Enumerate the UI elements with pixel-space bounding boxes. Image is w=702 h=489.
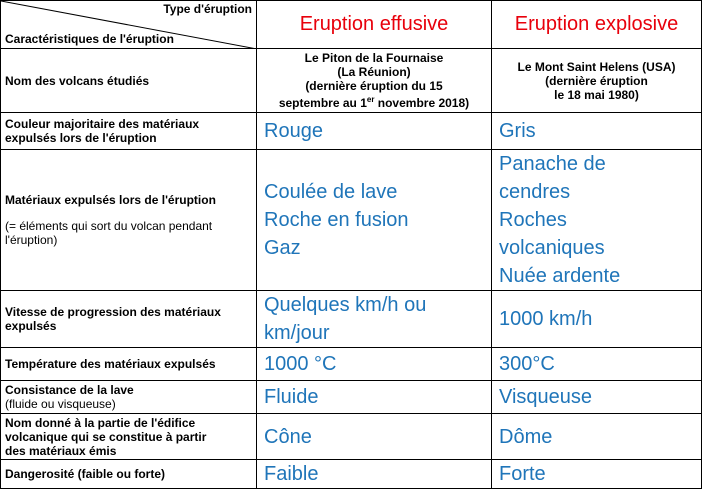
consistance-effusive: Fluide (257, 381, 492, 414)
table-row (1, 348, 702, 381)
volcano-effusive-text: novembre 2018) (374, 96, 470, 110)
volcano-effusive-text: septembre au 1 (278, 96, 367, 110)
list-item: cendres (499, 181, 571, 203)
volcano-effusive-line (261, 93, 487, 110)
volcano-effusive-line: Le Piton de la Fournaise (304, 51, 444, 65)
column-header-effusive: Eruption effusive (257, 1, 492, 49)
temperature-effusive: 1000 °C (257, 348, 492, 381)
row-label-consistance (1, 381, 257, 414)
volcano-explosive-line: le 18 mai 1980) (554, 87, 639, 102)
vitesse-effusive (257, 291, 492, 348)
table-row (1, 460, 702, 489)
label-line: volcanique qui se constitue à partir (5, 429, 207, 444)
consistance-explosive: Visqueuse (492, 381, 702, 414)
volcano-effusive-line: (dernière éruption du 15 (305, 79, 443, 93)
volcano-effusive-line: (La Réunion) (337, 65, 411, 79)
label-line: Nom donné à la partie de l'édifice (5, 415, 196, 430)
volcano-effusive (257, 49, 492, 113)
label-line: Couleur majoritaire des matériaux (5, 117, 200, 131)
row-label-materiaux (1, 150, 257, 291)
volcano-explosive-line: Le Mont Saint Helens (USA) (517, 59, 676, 74)
label-line: Matériaux expulsés lors de l'éruption (5, 193, 216, 207)
label-line: Vitesse de progression des matériaux (5, 305, 221, 319)
label-note: (= éléments qui sort du volcan pendant (5, 219, 213, 233)
dangerosite-effusive: Faible (257, 460, 492, 489)
vitesse-explosive: 1000 km/h (492, 291, 702, 348)
list-item: Roches (499, 209, 567, 231)
row-label-vitesse (1, 291, 257, 348)
label-line: expulsés (5, 319, 57, 333)
label-note: l'éruption) (5, 233, 58, 247)
list-item: Panache de (499, 153, 606, 175)
table-row (1, 150, 702, 291)
volcano-explosive (492, 49, 702, 113)
table-row (1, 381, 702, 414)
column-header-explosive: Eruption explosive (492, 1, 702, 49)
label-line: des matériaux émis (5, 443, 117, 458)
value-line: km/jour (264, 322, 330, 344)
edifice-effusive: Cône (257, 414, 492, 460)
row-label-temperature: Température des matériaux expulsés (1, 348, 257, 381)
label-note: (fluide ou visqueuse) (5, 397, 116, 411)
corner-header-cell (1, 1, 257, 49)
value-line: Quelques km/h ou (264, 294, 427, 316)
label-line: expulsés lors de l'éruption (5, 131, 157, 145)
materiaux-effusive (257, 150, 492, 291)
volcano-explosive-line: (dernière éruption (545, 73, 648, 88)
list-item: Coulée de lave (264, 181, 398, 203)
list-item: Roche en fusion (264, 209, 409, 231)
corner-bottom-label: Caractéristiques de l'éruption (5, 32, 174, 46)
list-item: Nuée ardente (499, 265, 621, 287)
dangerosite-explosive: Forte (492, 460, 702, 489)
table-row (1, 291, 702, 348)
row-label-couleur (1, 113, 257, 150)
row-label-volcans: Nom des volcans étudiés (1, 49, 257, 113)
couleur-effusive: Rouge (257, 113, 492, 150)
couleur-explosive: Gris (492, 113, 702, 150)
materiaux-explosive (492, 150, 702, 291)
temperature-explosive: 300°C (492, 348, 702, 381)
label-line: Consistance de la lave (5, 383, 134, 397)
list-item: Gaz (264, 237, 301, 259)
table-row (1, 414, 702, 460)
table-row (1, 49, 702, 113)
row-label-edifice (1, 414, 257, 460)
table-header-row (1, 1, 702, 49)
edifice-explosive: Dôme (492, 414, 702, 460)
corner-top-label: Type d'éruption (163, 2, 252, 16)
superscript: er (366, 95, 375, 104)
row-label-dangerosite: Dangerosité (faible ou forte) (1, 460, 257, 489)
table-row (1, 113, 702, 150)
list-item: volcaniques (499, 237, 605, 259)
